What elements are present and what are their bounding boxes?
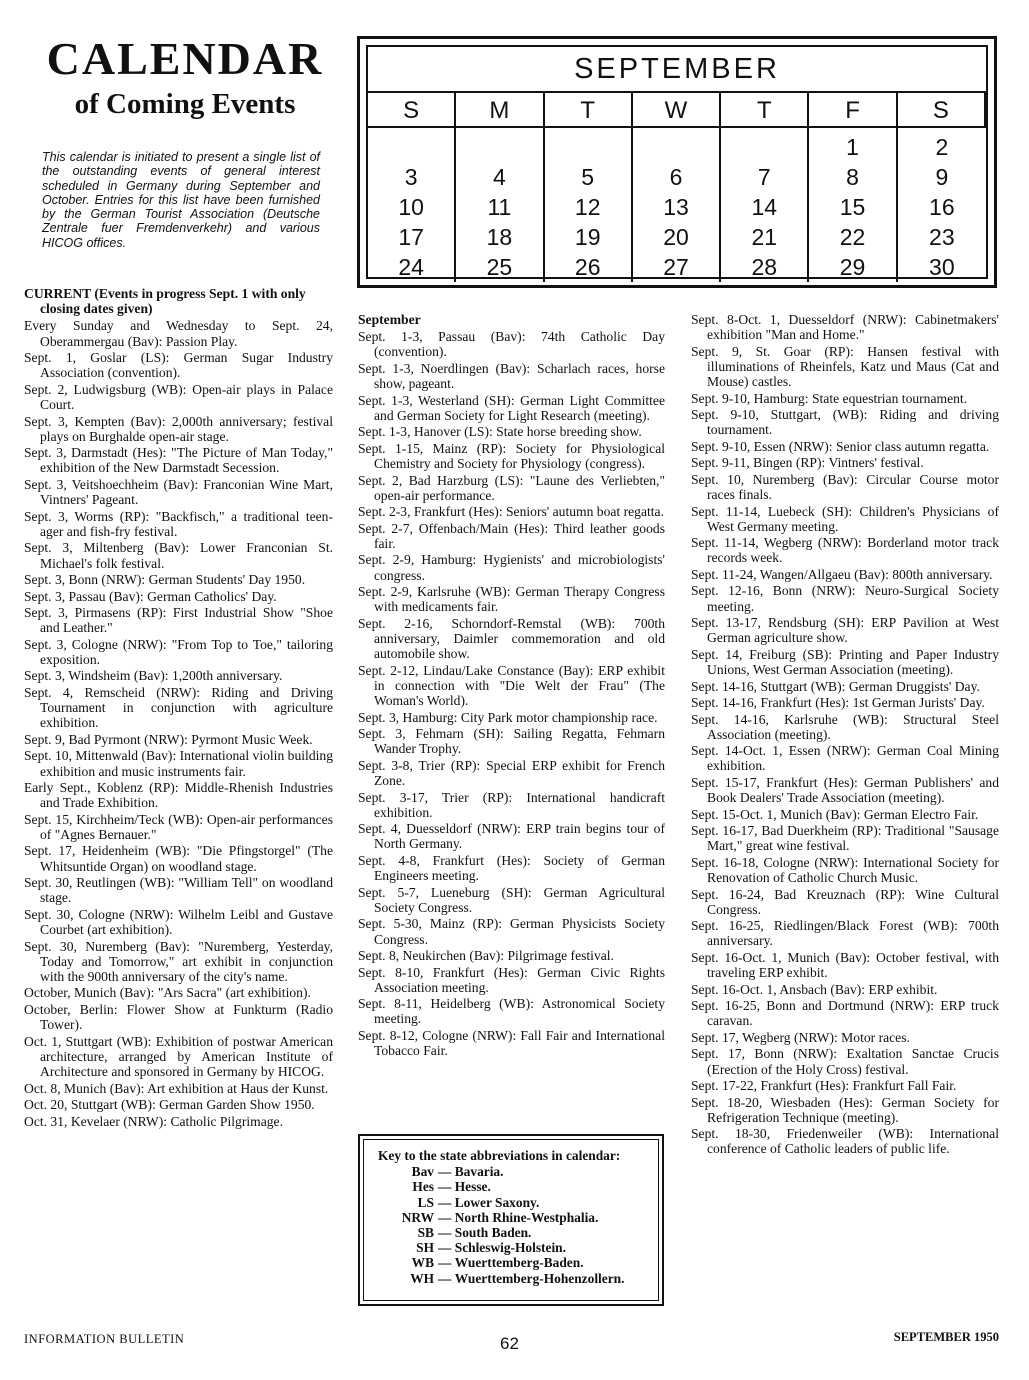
calendar-column	[368, 128, 456, 282]
calendar-date: 19	[574, 224, 601, 250]
event-entry: Sept. 3, Kempten (Bav): 2,000th anniversary; festival plays on Burghalde open-air stage.	[24, 413, 333, 444]
calendar-date: 18	[486, 224, 513, 250]
calendar-date: 4	[493, 164, 506, 190]
footer-date: SEPTEMBER 1950	[893, 1330, 999, 1344]
event-entry: October, Berlin: Flower Show at Funkturm (Radio Tower).	[24, 1001, 333, 1033]
calendar-column	[721, 128, 809, 282]
event-entry: Sept. 5-30, Mainz (RP): German Physicists Society Congress.	[358, 916, 665, 947]
key-state-name: Bavaria.	[454, 1164, 504, 1180]
event-entry: Sept. 2-12, Lindau/Lake Constance (Bay): ERP exhibit in connection with "Die Welt der Frau" (The Woman's World).	[358, 662, 665, 709]
calendar-date: 3	[404, 164, 418, 190]
calendar-date: 29	[839, 254, 866, 280]
event-entry: Sept. 4, Duesseldorf (NRW): ERP train begins tour of North Germany.	[358, 821, 665, 852]
calendar-column	[809, 128, 897, 282]
key-state-name: Schleswig-Holstein.	[454, 1240, 566, 1256]
september-events-list	[358, 329, 665, 1058]
event-entry: Sept. 1-3, Westerland (SH): German Light Committee and German Society for Light Research (meeting).	[358, 392, 665, 423]
event-entry: Sept. 2-9, Hamburg: Hygienists' and microbiologists' congress.	[358, 552, 665, 583]
event-entry: Sept. 8-Oct. 1, Duesseldorf (NRW): Cabinetmakers' exhibition "Man and Home."	[691, 312, 999, 343]
calendar-grid	[368, 93, 986, 280]
calendar-column	[545, 128, 633, 282]
calendar-date	[456, 132, 542, 162]
key-row	[378, 1210, 650, 1225]
event-entry: Sept. 2-16, Schorndorf-Remstal (WB): 700th anniversary, Daimler commemoration and old automobile show.	[358, 615, 665, 662]
event-entry: Sept. 1-3, Noerdlingen (Bav): Scharlach races, horse show, pageant.	[358, 360, 665, 392]
key-dash: —	[438, 1270, 455, 1286]
state-abbreviation-key	[358, 1134, 664, 1306]
key-row	[378, 1255, 650, 1270]
event-entry: Sept. 16-25, Bonn and Dortmund (NRW): ERP truck caravan.	[691, 998, 999, 1029]
event-entry: Sept. 11-14, Luebeck (SH): Children's Physicians of West Germany meeting.	[691, 503, 999, 534]
key-dash: —	[438, 1240, 455, 1256]
key-code: LS	[417, 1194, 434, 1210]
event-entry: Sept. 3, Passau (Bav): German Catholics' Day.	[24, 588, 277, 604]
event-entry: Sept. 9-10, Stuttgart, (WB): Riding and driving tournament.	[691, 407, 999, 438]
event-entry: Sept. 2, Bad Harzburg (LS): "Laune des Verliebten," open-air performance.	[358, 472, 665, 503]
event-entry: Sept. 3, Fehmarn (SH): Sailing Regatta, Fehmarn Wander Trophy.	[358, 726, 665, 757]
calendar-date: 7	[757, 164, 771, 190]
event-entry: Sept. 18-30, Friedenweiler (WB): International conference of Catholic leaders of public life.	[691, 1126, 999, 1157]
key-code: NRW	[401, 1209, 434, 1225]
weekday-header: S	[368, 93, 456, 128]
calendar-date: 12	[574, 194, 601, 220]
calendar-date: 13	[663, 194, 689, 220]
event-entry: Sept. 15-17, Frankfurt (Hes): German Publishers' and Book Dealers' Trade Association (meeting).	[691, 774, 999, 806]
event-entry: Sept. 11-14, Wegberg (NRW): Borderland motor track records week.	[691, 535, 999, 566]
key-dash: —	[438, 1194, 455, 1210]
event-entry: Sept. 2-9, Karlsruhe (WB): German Therapy Congress with medicaments fair.	[358, 584, 665, 615]
event-entry: Sept. 16-25, Riedlingen/Black Forest (WB): 700th anniversary.	[691, 918, 999, 949]
footer-publication: INFORMATION BULLETIN	[24, 1332, 185, 1346]
event-entry: Sept. 3, Pirmasens (RP): First Industrial Show "Shoe and Leather."	[24, 605, 333, 636]
event-entry: Sept. 10, Mittenwald (Bav): International violin building exhibition and music instruments fair.	[24, 748, 333, 779]
event-entry: Sept. 14, Freiburg (SB): Printing and Paper Industry Unions, West German Association (meeting).	[691, 646, 999, 678]
event-entry: Sept. 30, Nuremberg (Bav): "Nuremberg, Yesterday, Today and Tomorrow," art exhibit in conjunction with the 900th anniversary of the city's name.	[24, 938, 333, 984]
key-code: WB	[411, 1255, 434, 1271]
event-entry: Sept. 3-8, Trier (RP): Special ERP exhibit for French Zone.	[358, 757, 665, 789]
event-entry: Oct. 31, Kevelaer (NRW): Catholic Pilgrimage.	[24, 1113, 283, 1129]
event-entry: Sept. 9, St. Goar (RP): Hansen festival with illuminations of Rheinfels, Katz und Maus (Cat and Mouse) castles.	[691, 343, 999, 390]
key-dash: —	[438, 1209, 455, 1225]
september-events-column-continued	[691, 312, 999, 1158]
event-entry: Sept. 9-10, Essen (NRW): Senior class autumn regatta.	[691, 438, 990, 454]
event-entry: Sept. 30, Cologne (NRW): Wilhelm Leibl and Gustave Courbet (art exhibition).	[24, 906, 333, 938]
calendar-date: 16	[929, 194, 955, 220]
september-events-list-continued	[691, 312, 999, 1157]
event-entry: Sept. 16-24, Bad Kreuznach (RP): Wine Cultural Congress.	[691, 886, 999, 917]
key-state-name: Wuerttemberg-Baden.	[454, 1255, 584, 1271]
calendar-column	[633, 128, 721, 282]
key-row	[378, 1195, 650, 1210]
key-row	[378, 1225, 650, 1240]
current-heading: CURRENT (Events in progress Sept. 1 with only closing dates given)	[24, 286, 306, 317]
event-entry: Sept. 8, Neukirchen (Bav): Pilgrimage festival.	[358, 948, 614, 964]
calendar-date	[545, 132, 631, 162]
key-row	[378, 1179, 650, 1194]
key-row	[378, 1240, 650, 1255]
calendar-date	[721, 132, 807, 162]
september-events-column	[358, 312, 665, 1060]
event-entry: Sept. 9, Bad Pyrmont (NRW): Pyrmont Music Week.	[24, 731, 313, 747]
event-entry: Sept. 17, Heidenheim (WB): "Die Pfingstorgel" (The Whitsuntide Organ) on woodland stage.	[24, 843, 333, 874]
calendar-date: 20	[663, 224, 689, 250]
key-state-name: South Baden.	[454, 1225, 532, 1241]
weekday-header: T	[721, 93, 809, 128]
calendar-date: 10	[398, 194, 424, 220]
event-entry: Sept. 17, Bonn (NRW): Exaltation Sanctae Crucis (Erection of the Holy Cross) festival.	[691, 1046, 999, 1077]
event-entry: Sept. 18-20, Wiesbaden (Hes): German Society for Refrigeration Technique (meeting).	[691, 1094, 999, 1125]
event-entry: Sept. 9-11, Bingen (RP): Vintners' festival.	[691, 455, 924, 471]
key-state-name: Wuerttemberg-Hohenzollern.	[454, 1270, 625, 1286]
key-row	[378, 1271, 650, 1286]
event-entry: Sept. 2, Ludwigsburg (WB): Open-air plays in Palace Court.	[24, 381, 333, 413]
calendar-date: 6	[669, 164, 683, 190]
event-entry: Sept. 2-3, Frankfurt (Hes): Seniors' autumn boat regatta.	[358, 504, 664, 520]
event-entry: Sept. 9-10, Hamburg: State equestrian tournament.	[691, 390, 968, 406]
calendar-date: 9	[935, 164, 949, 190]
event-entry: Sept. 3, Cologne (NRW): "From Top to Toe," tailoring exposition.	[24, 636, 333, 667]
event-entry: Oct. 8, Munich (Bav): Art exhibition at Haus der Kunst.	[24, 1080, 329, 1096]
calendar-frame	[366, 45, 988, 279]
event-entry: Sept. 2-7, Offenbach/Main (Hes): Third leather goods fair.	[358, 520, 665, 551]
weekday-header: S	[898, 93, 986, 128]
event-entry: Sept. 3, Veitshoechheim (Bav): Franconian Wine Mart, Vintners' Pageant.	[24, 476, 333, 508]
page-subtitle: of Coming Events	[74, 88, 296, 120]
event-entry: Sept. 13-17, Rendsburg (SH): ERP Pavilion at West German agriculture show.	[691, 615, 999, 646]
event-entry: Early Sept., Koblenz (RP): Middle-Rhenish Industries and Trade Exhibition.	[24, 780, 333, 811]
event-entry: Every Sunday and Wednesday to Sept. 24, Oberammergau (Bav): Passion Play.	[24, 318, 333, 349]
weekday-header: F	[809, 93, 897, 128]
key-code: Bav	[411, 1164, 434, 1180]
calendar-date: 22	[839, 224, 866, 250]
event-entry: Sept. 8-10, Frankfurt (Hes): German Civic Rights Association meeting.	[358, 964, 665, 995]
event-entry: Sept. 14-16, Frankfurt (Hes): 1st German Jurists' Day.	[691, 695, 985, 711]
event-entry: Sept. 3-17, Trier (RP): International handicraft exhibition.	[358, 789, 665, 820]
event-entry: Sept. 1, Goslar (LS): German Sugar Industry Association (convention).	[24, 350, 333, 381]
key-title: Key to the state abbreviations in calendar:	[378, 1148, 621, 1163]
event-entry: Sept. 17-22, Frankfurt (Hes): Frankfurt Fall Fair.	[691, 1078, 957, 1094]
event-entry: Sept. 30, Reutlingen (WB): "William Tell" on woodland stage.	[24, 875, 333, 906]
calendar-date: 2	[935, 134, 949, 160]
calendar-date: 26	[574, 254, 601, 280]
event-entry: Sept. 11-24, Wangen/Allgaeu (Bav): 800th anniversary.	[691, 566, 993, 582]
event-entry: Sept. 16-Oct. 1, Ansbach (Bav): ERP exhibit.	[691, 981, 938, 997]
september-calendar	[357, 36, 997, 288]
calendar-date: 23	[929, 224, 955, 250]
event-entry: Oct. 1, Stuttgart (WB): Exhibition of postwar American architecture, arranged by American Institute of Architecture and sponsored in Germany by HICOG.	[24, 1033, 333, 1080]
event-entry: Sept. 16-17, Bad Duerkheim (RP): Traditional "Sausage Mart," great wine festival.	[691, 823, 999, 854]
calendar-date: 14	[751, 194, 778, 220]
september-heading: September	[358, 312, 421, 327]
key-rows	[378, 1164, 650, 1286]
calendar-date: 21	[751, 224, 778, 250]
current-events-list	[24, 318, 333, 1128]
event-entry: Sept. 4-8, Frankfurt (Hes): Society of German Engineers meeting.	[358, 852, 665, 884]
event-entry: Sept. 14-16, Stuttgart (WB): German Druggists' Day.	[691, 678, 980, 694]
weekday-header: T	[545, 93, 633, 128]
event-entry: Sept. 3, Miltenberg (Bav): Lower Franconian St. Michael's folk festival.	[24, 540, 333, 571]
key-dash: —	[438, 1255, 455, 1271]
calendar-date	[368, 132, 454, 162]
key-code: SH	[416, 1240, 434, 1256]
event-entry: Sept. 3, Hamburg: City Park motor championship race.	[358, 709, 658, 725]
key-dash: —	[438, 1164, 455, 1180]
event-entry: Sept. 14-16, Karlsruhe (WB): Structural Steel Association (meeting).	[691, 711, 999, 742]
event-entry: Sept. 8-12, Cologne (NRW): Fall Fair and International Tobacco Fair.	[358, 1027, 665, 1059]
weekday-header: M	[456, 93, 544, 128]
event-entry: Sept. 10, Nuremberg (Bav): Circular Course motor races finals.	[691, 471, 999, 503]
calendar-date: 8	[846, 164, 859, 190]
key-dash: —	[438, 1179, 455, 1195]
event-entry: Sept. 3, Bonn (NRW): German Students' Day 1950.	[24, 572, 306, 588]
calendar-month: SEPTEMBER	[368, 47, 986, 93]
key-row	[378, 1164, 650, 1179]
event-entry: Sept. 1-3, Hanover (LS): State horse breeding show.	[358, 424, 642, 440]
calendar-column	[898, 128, 986, 282]
event-entry: Sept. 17, Wegberg (NRW): Motor races.	[691, 1029, 910, 1045]
key-code: Hes	[412, 1179, 434, 1195]
intro-paragraph: This calendar is initiated to present a single list of the outstanding events of general interest scheduled in Germany during September and October. Entries for this list have been furnished by the German Tourist Association (Deutsche Zentrale fuer Fremdenverkehr) and various HICOG offices.	[42, 150, 320, 250]
event-entry: Sept. 16-Oct. 1, Munich (Bav): October festival, with traveling ERP exhibit.	[691, 949, 999, 981]
key-state-name: North Rhine-Westphalia.	[454, 1209, 599, 1225]
event-entry: Sept. 15, Kirchheim/Teck (WB): Open-air performances of "Agnes Bernauer."	[24, 811, 333, 842]
page-number: 62	[500, 1334, 519, 1353]
calendar-date	[633, 132, 719, 162]
calendar-date: 28	[751, 254, 778, 280]
key-code: WH	[410, 1270, 434, 1286]
calendar-date: 30	[929, 254, 955, 280]
calendar-date: 5	[581, 164, 595, 190]
calendar-date: 1	[846, 134, 859, 160]
calendar-date: 17	[398, 224, 424, 250]
event-entry: Sept. 1-3, Passau (Bav): 74th Catholic Day (convention).	[358, 329, 665, 360]
event-entry: Oct. 20, Stuttgart (WB): German Garden Show 1950.	[24, 1097, 315, 1113]
event-entry: Sept. 14-Oct. 1, Essen (NRW): German Coal Mining exhibition.	[691, 743, 999, 774]
calendar-date: 11	[487, 194, 512, 220]
key-dash: —	[438, 1225, 455, 1241]
event-entry: Sept. 15-Oct. 1, Munich (Bav): German Electro Fair.	[691, 806, 979, 822]
weekday-header: W	[633, 93, 721, 128]
event-entry: Sept. 1-15, Mainz (RP): Society for Physiological Chemistry and Society for Physiology (congress).	[358, 440, 665, 472]
current-events-column	[24, 286, 333, 1130]
key-state-name: Lower Saxony.	[454, 1194, 540, 1210]
calendar-date: 24	[398, 254, 424, 280]
event-entry: Sept. 16-18, Cologne (NRW): International Society for Renovation of Catholic Church Music.	[691, 854, 999, 886]
page-title: CALENDAR	[46, 33, 324, 84]
event-entry: Sept. 4, Remscheid (NRW): Riding and Driving Tournament in conjunction with agriculture exhibition.	[24, 684, 333, 731]
event-entry: Sept. 8-11, Heidelberg (WB): Astronomical Society meeting.	[358, 996, 665, 1027]
key-frame	[363, 1139, 659, 1301]
calendar-column	[456, 128, 544, 282]
event-entry: Sept. 12-16, Bonn (NRW): Neuro-Surgical Society meeting.	[691, 583, 999, 614]
calendar-date: 27	[663, 254, 689, 280]
event-entry: Sept. 3, Darmstadt (Hes): "The Picture of Man Today," exhibition of the New Darmstadt Secession.	[24, 445, 333, 476]
event-entry: Sept. 3, Worms (RP): "Backfisch," a traditional teen-ager and fish-fry festival.	[24, 508, 333, 539]
event-entry: October, Munich (Bav): "Ars Sacra" (art exhibition).	[24, 985, 311, 1001]
key-state-name: Hesse.	[454, 1179, 491, 1195]
event-entry: Sept. 5-7, Lueneburg (SH): German Agricultural Society Congress.	[358, 884, 665, 915]
event-entry: Sept. 3, Windsheim (Bav): 1,200th anniversary.	[24, 668, 283, 684]
calendar-date: 25	[486, 254, 513, 280]
calendar-date: 15	[839, 194, 866, 220]
key-code: SB	[417, 1225, 434, 1241]
